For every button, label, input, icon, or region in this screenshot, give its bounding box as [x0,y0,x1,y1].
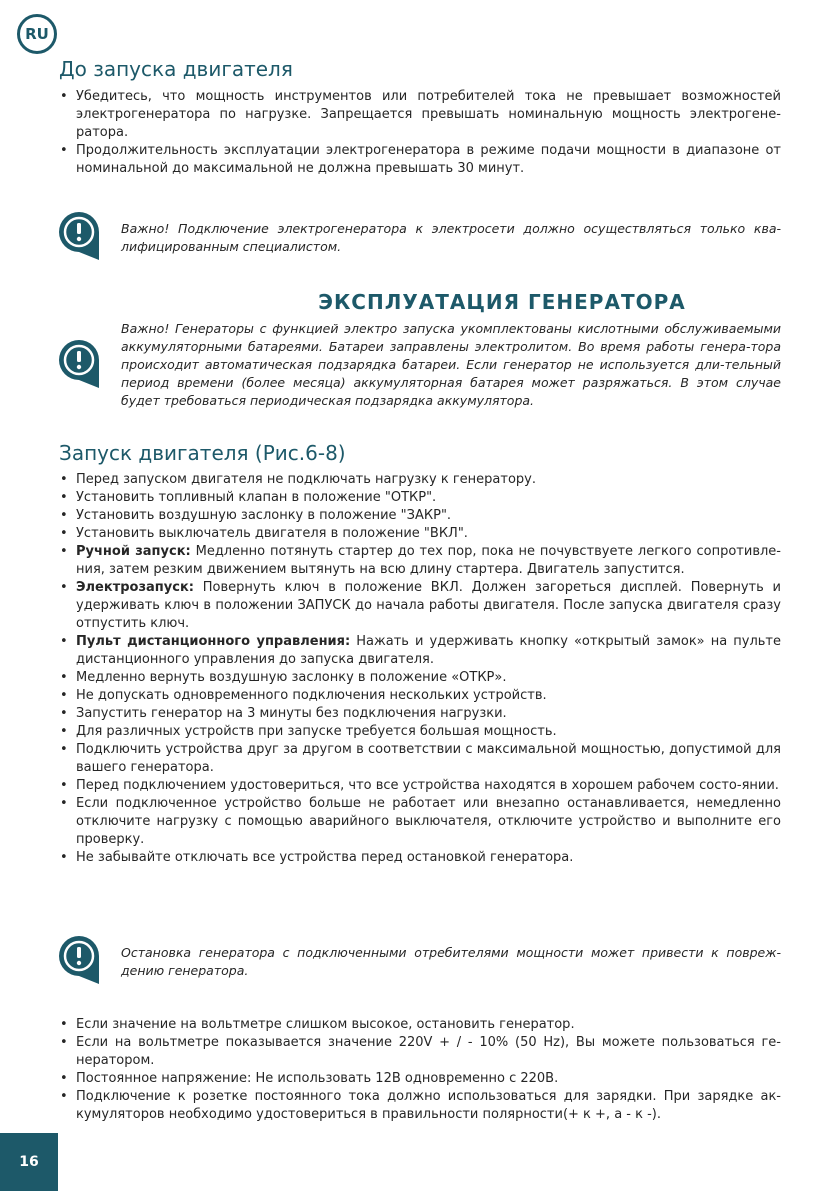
list-item [59,579,781,633]
list-item: • Если на вольтметре показывается значение 220V + / - 10% (50 Hz), Вы можете пользоваться ге-нератором. [59,1034,781,1070]
list-item: • Не допускать одновременного подключения нескольких устройств. [59,687,781,705]
list-item: • Если подключенное устройство больше не работает или внезапно останавливается, немедленно отключите нагрузку с помощью аварийного выключателя, отключите устройство и выполните его проверку. [59,795,781,849]
list-item [59,633,781,669]
important-note-connection: Важно! Подключение электрогенератора к электросети должно осуществляться только ква-лифицированным специалистом. [121,221,781,254]
list-item: • Для различных устройств при запуске требуется большая мощность. [59,723,781,741]
list-item: • Перед запуском двигателя не подключать нагрузку к генератору. [59,471,781,489]
important-note-battery: Важно! Генераторы с функцией электро запуска укомплектованы кислотными обслуживаемыми аккумуляторными батареями. Батареи заправлены электролитом. Во время работы генера-тора происходит автоматическая подзарядка батареи. Если генератор не используется дли-тельный период времени (более месяца) аккумуляторная батарея может разряжаться. В этом случае будет требоваться периодическая подзарядка аккумулятора. [121,321,781,408]
important-note-stop: Остановка генератора с подключенными отребителями мощности может привести к повреж-дению генератора. [121,945,781,978]
manual-start-label: Ручной запуск: [76,544,191,559]
list-item: • Подключение к розетке постоянного тока должно использоваться для зарядки. При зарядке ак-кумуляторов необходимо удостовериться в правильности полярности(+ к +, а - к -). [59,1088,781,1124]
section-title-operation: ЭКСПЛУАТАЦИЯ ГЕНЕРАТОРА [318,290,686,314]
list-item: • Не забывайте отключать все устройства перед остановкой генератора. [59,849,781,867]
page-number-text: 16 [19,1154,39,1170]
language-badge [17,14,57,54]
remote-control-text: Нажать и удерживать кнопку «открытый замок» на пульте дистанционного управления до запуска двигателя. [76,634,781,667]
list-item: • Постоянное напряжение: Не использовать 12В одновременно с 220В. [59,1070,781,1088]
list-item: • Продолжительность эксплуатации электрогенератора в режиме подачи мощности в диапазоне от номинальной до максимальной не должна превышать 30 минут. [59,142,781,178]
list-item [59,543,781,579]
page-number [0,1133,58,1191]
remote-control-label: Пульт дистанционного управления: [76,634,351,649]
list-item: • Установить топливный клапан в положение "ОТКР". [59,489,781,507]
list-item: • Убедитесь, что мощность инструментов или потребителей тока не превышает возможностей электрогенератора по нагрузке. Запрещается превышать номинальную мощность электрогене-ратора. [59,88,781,142]
list-item: • Установить воздушную заслонку в положение "ЗАКР". [59,507,781,525]
warning-icon [57,338,101,388]
warning-icon [57,934,101,984]
section-title-engine-start: Запуск двигателя (Рис.6-8) [59,441,346,465]
list-item: • Если значение на вольтметре слишком высокое, остановить генератор. [59,1016,781,1034]
list-item: • Перед подключением удостовериться, что все устройства находятся в хорошем рабочем состо-янии. [59,777,781,795]
list-item: • Запустить генератор на 3 минуты без подключения нагрузки. [59,705,781,723]
voltmeter-list [59,1016,781,1124]
list-item: • Установить выключатель двигателя в положение "ВКЛ". [59,525,781,543]
language-code: RU [25,25,49,43]
before-start-list [59,88,781,178]
electric-start-text: Повернуть ключ в положение ВКЛ. Должен загореться дисплей. Повернуть и удерживать ключ в положении ЗАПУСК до начала работы двигателя. После запуска двигателя сразу отпустить ключ. [76,580,781,631]
warning-icon [57,210,101,260]
manual-start-text: Медленно потянуть стартер до тех пор, пока не почувствуете легкого сопротивле-ния, затем резким движением вытянуть на всю длину стартера. Двигатель запустится. [76,544,781,577]
section-title-before-start: До запуска двигателя [59,57,293,81]
electric-start-label: Электрозапуск: [76,580,194,595]
list-item: • Медленно вернуть воздушную заслонку в положение «ОТКР». [59,669,781,687]
engine-start-list [59,471,781,867]
list-item: • Подключить устройства друг за другом в соответствии с максимальной мощностью, допустимой для вашего генератора. [59,741,781,777]
